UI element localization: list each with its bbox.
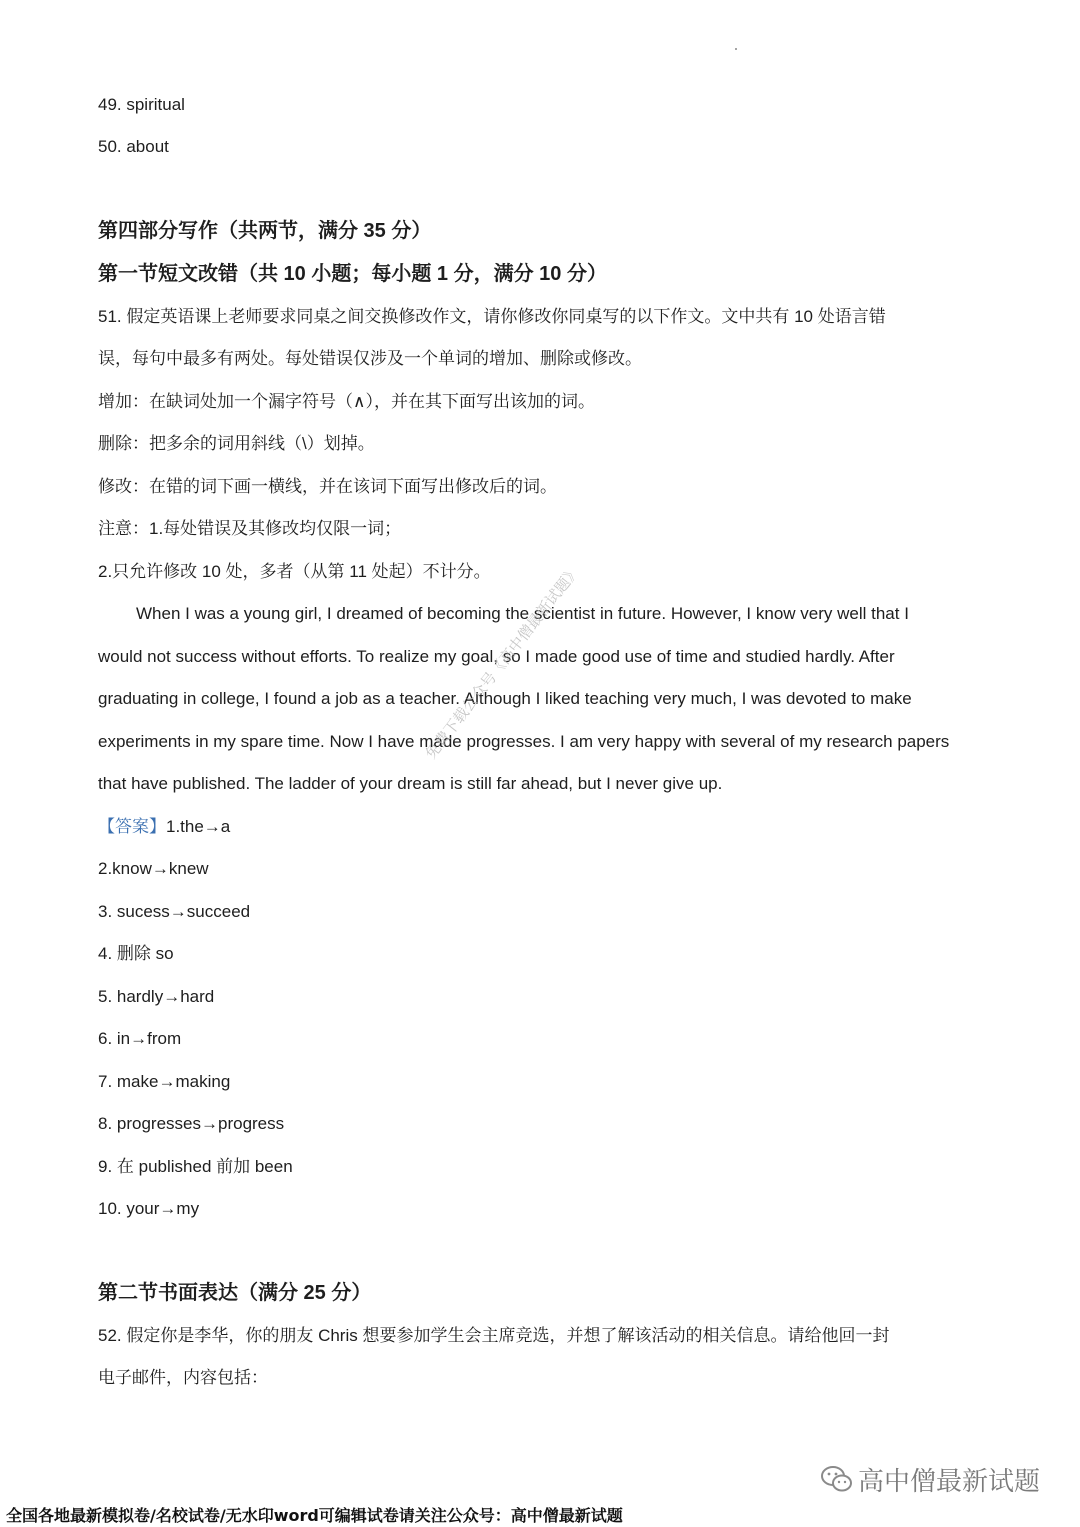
- note-2: 2.只允许修改 10 处，多者（从第 11 处起）不计分。: [98, 562, 491, 581]
- answer-8: 8. progresses→progress: [98, 1114, 285, 1133]
- note-1: 注意：1.每处错误及其修改均仅限一词；: [98, 519, 402, 538]
- instruction-delete: 删除：把多余的词用斜线（\）划掉。: [98, 434, 375, 453]
- question-51-line2: 误，每句中最多有两处。每处错误仅涉及一个单词的增加、删除或修改。: [98, 349, 642, 368]
- question-52-line2: 电子邮件，内容包括：: [98, 1368, 268, 1387]
- watermark: 免费下载公众号《高中僧最新试题》: [421, 562, 584, 763]
- answer-10: 10. your→my: [98, 1199, 200, 1218]
- passage-line-1: When I was a young girl, I dreamed of becoming the scientist in future. However, I know very well that I: [136, 604, 909, 623]
- wechat-logo: [820, 1462, 1060, 1496]
- answer-9: 9. 在 published 前加 been: [98, 1157, 293, 1176]
- answer-2: 2.know→knew: [98, 859, 209, 878]
- answer-6: 6. in→from: [98, 1029, 182, 1048]
- passage-line-5: that have published. The ladder of your dream is still far ahead, but I never give up.: [98, 774, 723, 793]
- instruction-add: 增加：在缺词处加一个漏字符号（∧），并在其下面写出该加的词。: [98, 392, 595, 411]
- answer-tag: 【答案】: [98, 817, 166, 836]
- wechat-icon: [820, 1464, 854, 1494]
- part-title-error-correction: 第一节短文改错（共 10 小题；每小题 1 分，满分 10 分）: [98, 263, 607, 285]
- instruction-modify: 修改：在错的词下画一横线，并在该词下面写出修改后的词。: [98, 477, 557, 496]
- passage-line-4: experiments in my spare time. Now I have made progresses. I am very happy with several of my research papers: [98, 732, 950, 751]
- answer-item-49: 49. spiritual: [98, 95, 185, 114]
- logo-text: 高中僧最新试题: [858, 1466, 1041, 1497]
- answer-line-1: [98, 815, 230, 839]
- question-52-line1: 52. 假定你是李华，你的朋友 Chris 想要参加学生会主席竞选，并想了解该活动的相关信息。请给他回一封: [98, 1326, 890, 1345]
- part-title-writing: 第二节书面表达（满分 25 分）: [98, 1282, 372, 1304]
- question-51-line1: 51. 假定英语课上老师要求同桌之间交换修改作文，请你修改你同桌写的以下作文。文中共有 10 处语言错: [98, 307, 886, 326]
- answer-item-50: 50. about: [98, 137, 169, 156]
- answer-3: 3. sucess→succeed: [98, 902, 251, 921]
- footer-banner: 全国各地最新模拟卷/名校试卷/无水印word可编辑试卷请关注公众号：高中僧最新试题: [6, 1506, 623, 1525]
- passage-line-2: would not success without efforts. To realize my goal, so I made good use of time and studied hardly. After: [98, 647, 895, 666]
- answer-5: 5. hardly→hard: [98, 987, 215, 1006]
- answer-4: 4. 删除 so: [98, 944, 174, 963]
- answer-7: 7. make→making: [98, 1072, 231, 1091]
- passage-line-3: graduating in college, I found a job as a teacher. Although I liked teaching very much, I was devoted to make: [98, 689, 912, 708]
- section-title: 第四部分写作（共两节，满分 35 分）: [98, 220, 432, 242]
- answer-1: 1.the→a: [166, 817, 231, 836]
- scan-speck: [735, 48, 737, 50]
